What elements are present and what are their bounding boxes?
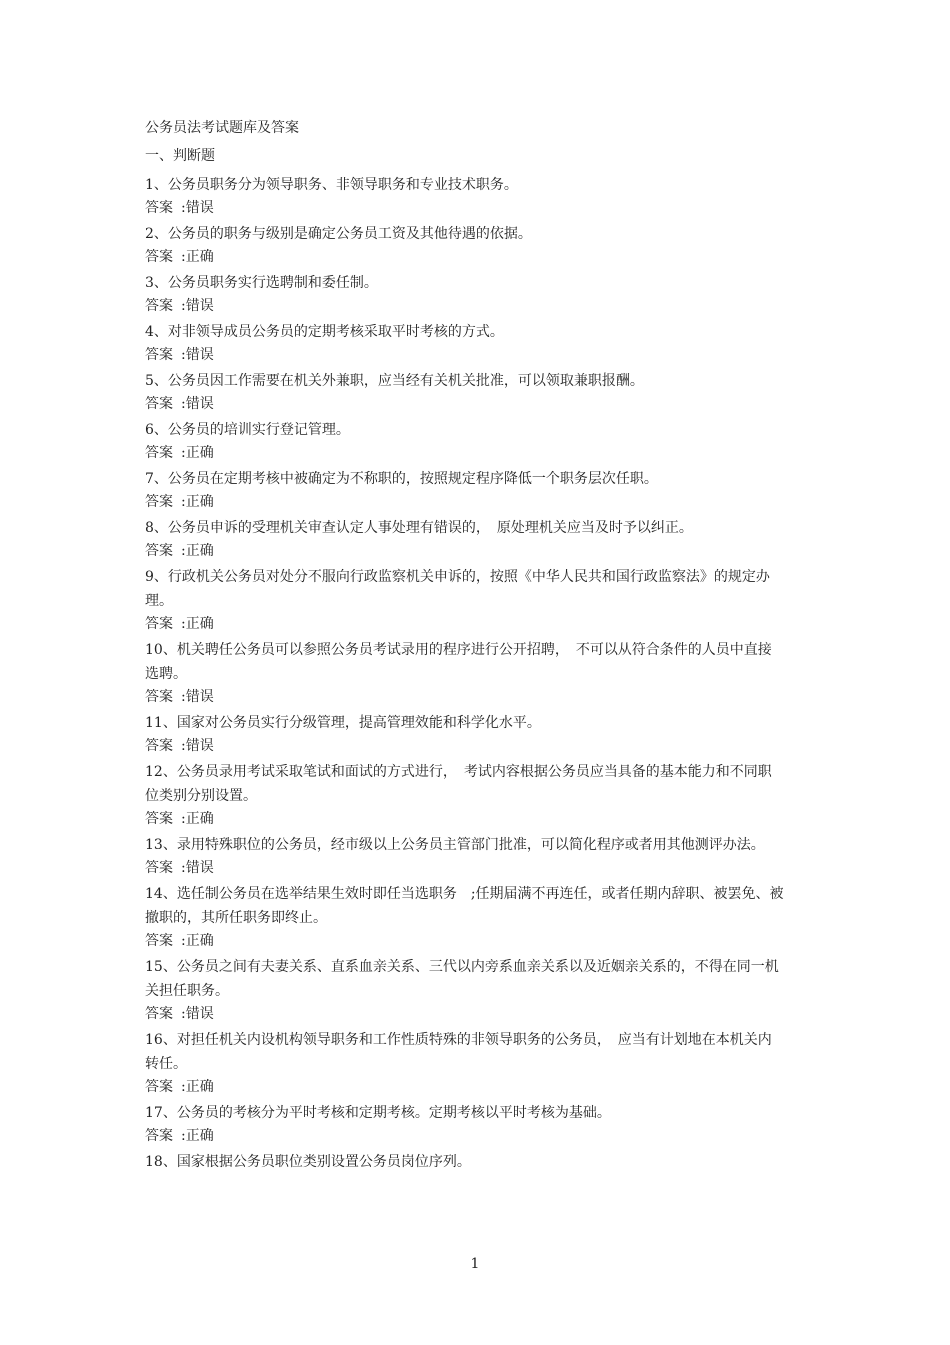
answer-label: 答案 xyxy=(145,1006,173,1022)
answer-value: :错误 xyxy=(181,200,214,216)
answer-line xyxy=(145,613,785,635)
answer-line xyxy=(145,246,785,268)
question-item xyxy=(145,833,785,879)
answer-value: :正确 xyxy=(181,1128,214,1144)
question-list xyxy=(145,173,785,1174)
answer-value: :错误 xyxy=(181,298,214,314)
answer-label: 答案 xyxy=(145,396,173,412)
section-heading: 一、判断题 xyxy=(145,148,215,164)
question-item xyxy=(145,955,785,1025)
question-text: 5、公务员因工作需要在机关外兼职，应当经有关机关批准，可以领取兼职报酬。 xyxy=(145,373,644,389)
question-item xyxy=(145,711,785,757)
answer-value: :正确 xyxy=(181,543,214,559)
question-item xyxy=(145,369,785,415)
answer-line xyxy=(145,197,785,219)
answer-label: 答案 xyxy=(145,1079,173,1095)
document-title: 公务员法考试题库及答案 xyxy=(145,120,299,136)
answer-value: :正确 xyxy=(181,811,214,827)
answer-value: :正确 xyxy=(181,933,214,949)
answer-label: 答案 xyxy=(145,616,173,632)
answer-label: 答案 xyxy=(145,1128,173,1144)
question-text: 7、公务员在定期考核中被确定为不称职的，按照规定程序降低一个职务层次任职。 xyxy=(145,471,658,487)
question-item xyxy=(145,173,785,219)
answer-line xyxy=(145,491,785,513)
answer-line xyxy=(145,1003,785,1025)
question-item xyxy=(145,565,785,635)
question-text: 1、公务员职务分为领导职务、非领导职务和专业技术职务。 xyxy=(145,177,518,193)
answer-line xyxy=(145,808,785,830)
answer-line xyxy=(145,540,785,562)
answer-value: :正确 xyxy=(181,1079,214,1095)
question-text: 6、公务员的培训实行登记管理。 xyxy=(145,422,350,438)
answer-label: 答案 xyxy=(145,860,173,876)
answer-label: 答案 xyxy=(145,933,173,949)
answer-line xyxy=(145,442,785,464)
answer-line xyxy=(145,735,785,757)
answer-label: 答案 xyxy=(145,200,173,216)
answer-line xyxy=(145,686,785,708)
question-text: 10、机关聘任公务员可以参照公务员考试录用的程序进行公开招聘， 不可以从符合条件的人员中直接选聘。 xyxy=(145,642,772,682)
question-item xyxy=(145,1150,785,1174)
question-text: 17、公务员的考核分为平时考核和定期考核。定期考核以平时考核为基础。 xyxy=(145,1105,611,1121)
answer-line xyxy=(145,930,785,952)
answer-value: :错误 xyxy=(181,1006,214,1022)
question-text: 15、公务员之间有夫妻关系、直系血亲关系、三代以内旁系血亲关系以及近姻亲关系的，不得在同一机关担任职务。 xyxy=(145,959,779,999)
question-text: 11、国家对公务员实行分级管理，提高管理效能和科学化水平。 xyxy=(145,715,541,731)
answer-value: :错误 xyxy=(181,396,214,412)
question-text: 8、公务员申诉的受理机关审查认定人事处理有错误的， 原处理机关应当及时予以纠正。 xyxy=(145,520,693,536)
question-text: 18、国家根据公务员职位类别设置公务员岗位序列。 xyxy=(145,1154,471,1170)
page-number: 1 xyxy=(470,1256,480,1272)
answer-line xyxy=(145,344,785,366)
answer-value: :正确 xyxy=(181,494,214,510)
question-text: 14、选任制公务员在选举结果生效时即任当选职务 ;任期届满不再连任，或者任期内辞职、被罢免、被撤职的，其所任职务即终止。 xyxy=(145,886,784,926)
answer-value: :错误 xyxy=(181,347,214,363)
question-text: 2、公务员的职务与级别是确定公务员工资及其他待遇的依据。 xyxy=(145,226,532,242)
answer-line xyxy=(145,1125,785,1147)
answer-label: 答案 xyxy=(145,738,173,754)
answer-label: 答案 xyxy=(145,811,173,827)
document-body xyxy=(145,117,785,1177)
question-item xyxy=(145,1028,785,1098)
question-text: 16、对担任机关内设机构领导职务和工作性质特殊的非领导职务的公务员， 应当有计划地在本机关内转任。 xyxy=(145,1032,772,1072)
question-text: 4、对非领导成员公务员的定期考核采取平时考核的方式。 xyxy=(145,324,504,340)
question-item xyxy=(145,222,785,268)
answer-value: :错误 xyxy=(181,738,214,754)
answer-value: :正确 xyxy=(181,445,214,461)
answer-label: 答案 xyxy=(145,494,173,510)
question-text: 12、公务员录用考试采取笔试和面试的方式进行， 考试内容根据公务员应当具备的基本能力和不同职位类别分别设置。 xyxy=(145,764,772,804)
question-item xyxy=(145,320,785,366)
answer-label: 答案 xyxy=(145,689,173,705)
answer-value: :错误 xyxy=(181,689,214,705)
answer-line xyxy=(145,1076,785,1098)
answer-label: 答案 xyxy=(145,347,173,363)
answer-label: 答案 xyxy=(145,543,173,559)
answer-value: :正确 xyxy=(181,249,214,265)
question-item xyxy=(145,760,785,830)
question-text: 3、公务员职务实行选聘制和委任制。 xyxy=(145,275,378,291)
question-text: 13、录用特殊职位的公务员，经市级以上公务员主管部门批准，可以简化程序或者用其他测评办法。 xyxy=(145,837,765,853)
answer-label: 答案 xyxy=(145,249,173,265)
question-text: 9、行政机关公务员对处分不服向行政监察机关申诉的，按照《中华人民共和国行政监察法》的规定办理。 xyxy=(145,569,770,609)
answer-label: 答案 xyxy=(145,298,173,314)
answer-line xyxy=(145,857,785,879)
question-item xyxy=(145,1101,785,1147)
question-item xyxy=(145,516,785,562)
answer-value: :正确 xyxy=(181,616,214,632)
answer-label: 答案 xyxy=(145,445,173,461)
answer-line xyxy=(145,393,785,415)
answer-line xyxy=(145,295,785,317)
question-item xyxy=(145,418,785,464)
question-item xyxy=(145,882,785,952)
question-item xyxy=(145,638,785,708)
answer-value: :错误 xyxy=(181,860,214,876)
question-item xyxy=(145,467,785,513)
question-item xyxy=(145,271,785,317)
